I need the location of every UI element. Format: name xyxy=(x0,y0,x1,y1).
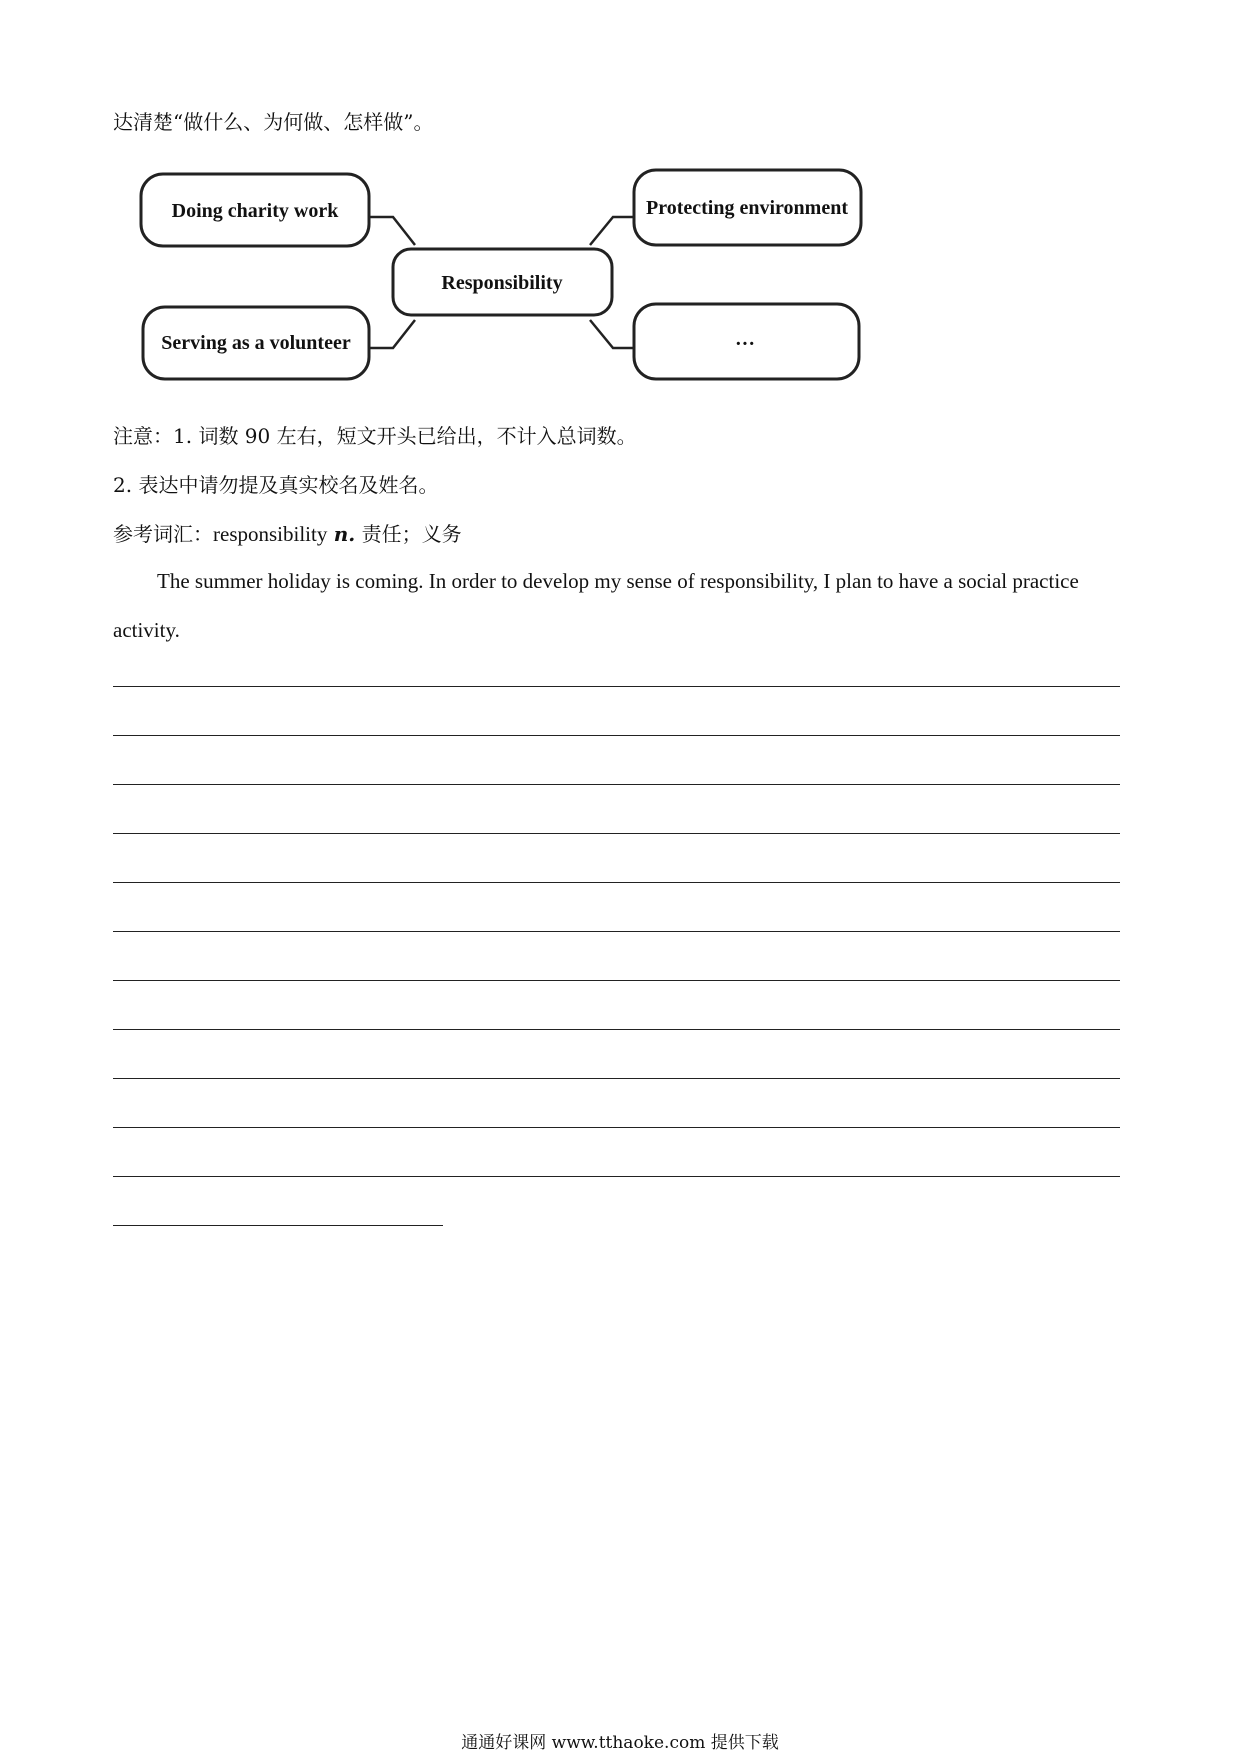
answer-line[interactable] xyxy=(113,1029,1120,1030)
answer-line-short[interactable] xyxy=(113,1225,443,1226)
node-environment: Protecting environment xyxy=(645,197,849,219)
answer-line[interactable] xyxy=(113,833,1120,834)
node-more: ··· xyxy=(734,333,756,355)
mind-map-svg xyxy=(135,152,885,397)
connector-environment xyxy=(590,217,633,245)
node-charity: Doing charity work xyxy=(171,200,339,222)
answer-line[interactable] xyxy=(113,882,1120,883)
vocab-label: 参考词汇： xyxy=(113,522,213,546)
node-center: Responsibility xyxy=(441,272,563,294)
answer-line[interactable] xyxy=(113,686,1120,687)
vocab-meaning: 责任；义务 xyxy=(361,522,462,546)
answer-line[interactable] xyxy=(113,1127,1120,1128)
answer-line[interactable] xyxy=(113,1176,1120,1177)
connector-more xyxy=(590,320,633,348)
answer-line[interactable] xyxy=(113,735,1120,736)
passage-start: The summer holiday is coming. In order to develop my sense of responsibility, I plan to have a social practice activity. xyxy=(113,569,1079,642)
page-footer: 通通好课网 www.tthaoke.com 提供下载 xyxy=(461,1733,779,1753)
node-volunteer: Serving as a volunteer xyxy=(161,332,351,354)
vocab-pos: n. xyxy=(333,522,356,546)
answer-line[interactable] xyxy=(113,784,1120,785)
mind-map-diagram xyxy=(135,152,885,397)
answer-line[interactable] xyxy=(113,1078,1120,1079)
note-2: 2. 表达中请勿提及真实校名及姓名。 xyxy=(113,473,439,497)
connector-charity xyxy=(370,217,415,245)
connector-volunteer xyxy=(370,320,415,348)
vocab-line xyxy=(113,518,462,547)
intro-text: 达清楚“做什么、为何做、怎样做”。 xyxy=(113,110,434,134)
note-1: 注意：1. 词数 90 左右，短文开头已给出，不计入总词数。 xyxy=(113,424,637,448)
answer-line[interactable] xyxy=(113,980,1120,981)
vocab-word: responsibility xyxy=(213,522,328,546)
answer-line[interactable] xyxy=(113,931,1120,932)
